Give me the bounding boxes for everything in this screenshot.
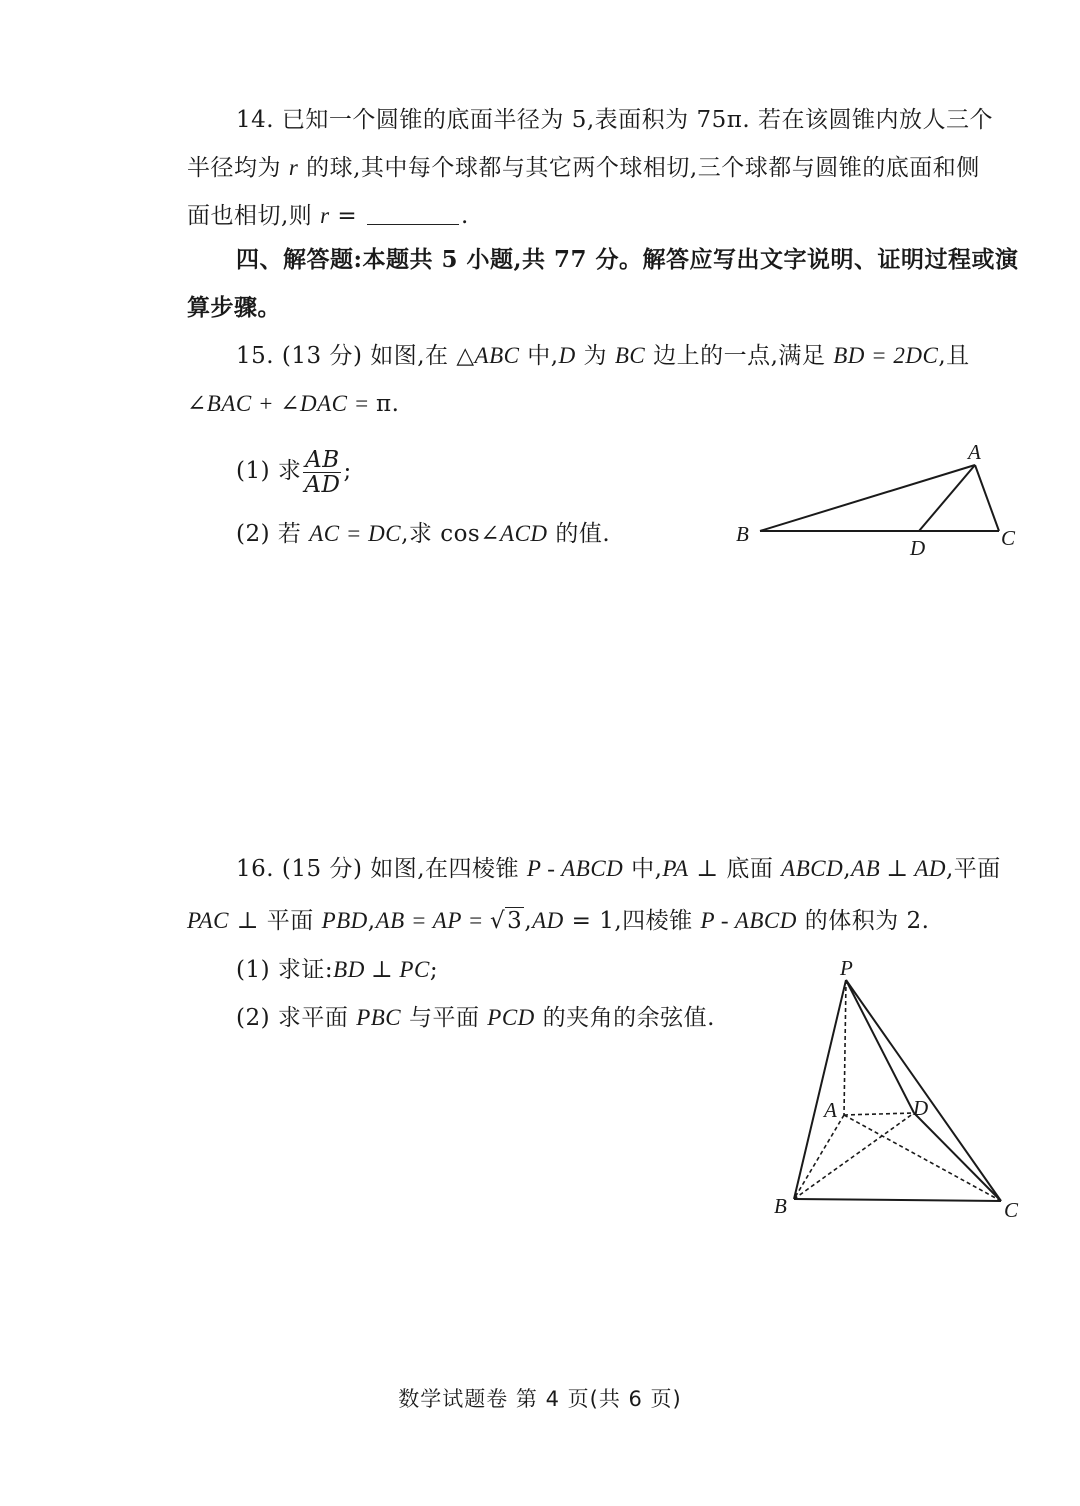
q16-math: PA xyxy=(662,856,689,881)
segment-ad xyxy=(919,465,975,531)
label-a: A xyxy=(824,1098,837,1122)
q16-line1 xyxy=(236,855,1066,883)
q16-math: PCD xyxy=(487,1005,535,1030)
q16-math: AD xyxy=(532,908,564,933)
q15-line2 xyxy=(187,390,1017,418)
q15-math: D xyxy=(558,343,576,368)
q15-triangle-figure xyxy=(720,435,1030,565)
edge-dc xyxy=(914,1113,1001,1201)
diagonal-ac xyxy=(844,1115,1001,1201)
q16-text: (2) 求平面 xyxy=(236,1005,357,1031)
q16-math: BD ⊥ PC xyxy=(333,957,430,982)
q16-text: ⊥ 平面 xyxy=(228,908,322,934)
q15-part1-prefix: (1) 求 xyxy=(236,458,302,484)
label-c: C xyxy=(1004,1198,1019,1222)
q16-math: AB = AP = xyxy=(375,908,491,933)
edge-ab xyxy=(794,1115,844,1199)
answer-blank[interactable] xyxy=(367,202,459,225)
q14-text: = xyxy=(329,203,365,229)
edge-pd xyxy=(846,980,914,1113)
q14-text: 半径均为 xyxy=(187,155,289,181)
q15-text: 为 xyxy=(575,343,615,369)
edge-pb xyxy=(794,980,846,1199)
q14-line2 xyxy=(187,154,1017,182)
label-c: C xyxy=(1001,526,1016,550)
q14-line3 xyxy=(187,202,1017,230)
q15-pi: π. xyxy=(376,391,400,417)
sqrt-3: √3 xyxy=(490,908,523,934)
q16-text: , xyxy=(524,908,533,934)
q15-math: ∠BAC + ∠DAC = xyxy=(187,391,377,416)
fraction-numerator: AB xyxy=(305,446,340,473)
q16-math: ABCD xyxy=(781,856,844,881)
q15-text: 边上的一点,满足 xyxy=(645,343,834,369)
q16-text: (1) 求证: xyxy=(236,957,334,983)
q15-text: 15. (13 分) 如图,在 △ xyxy=(236,343,475,369)
q16-math: PAC xyxy=(187,908,229,933)
q16-line2 xyxy=(187,907,1017,935)
q16-text: ; xyxy=(429,957,439,983)
q16-text: = 1,四棱锥 xyxy=(563,908,701,934)
q16-text: 16. (15 分) 如图,在四棱锥 xyxy=(236,856,527,882)
q15-part1-suffix: ; xyxy=(343,458,352,484)
page-footer: 数学试题卷 第 4 页(共 6 页) xyxy=(398,1387,682,1411)
edge-ad xyxy=(844,1113,914,1115)
fraction-ab-ad xyxy=(303,448,341,497)
label-d: D xyxy=(910,536,926,560)
q16-math: P - ABCD xyxy=(526,856,624,881)
q16-text: , xyxy=(843,856,852,882)
q15-text: ,求 cos∠ xyxy=(401,521,501,547)
q15-text: 中, xyxy=(519,343,559,369)
q15-line1 xyxy=(236,342,1066,370)
q16-math: AB ⊥ AD xyxy=(851,856,946,881)
edge-pc xyxy=(846,980,1001,1201)
q15-math: AC = DC xyxy=(309,521,402,546)
q15-math: BC xyxy=(614,343,646,368)
q16-text: 中, xyxy=(623,856,663,882)
section4-heading-line1: 四、解答题:本题共 5 小题,共 77 分。解答应写出文字说明、证明过程或演 xyxy=(236,246,1019,273)
q16-pyramid-figure xyxy=(760,955,1030,1225)
fraction-denominator: AD xyxy=(304,471,341,498)
q14-text: 的球,其中每个球都与其它两个球相切,三个球都与圆锥的底面和侧 xyxy=(298,155,980,181)
q15-text: 的值. xyxy=(547,521,611,547)
edge-pa xyxy=(844,980,846,1115)
q14-var-r: r xyxy=(320,203,330,228)
q16-text: 的体积为 2. xyxy=(796,908,930,934)
q14-text: 面也相切,则 xyxy=(187,203,321,229)
label-d: D xyxy=(913,1096,929,1120)
section4-heading-line2: 算步骤。 xyxy=(187,294,281,321)
label-b: B xyxy=(774,1194,787,1218)
segment-ba xyxy=(760,465,975,531)
q14-line1: 14. 已知一个圆锥的底面半径为 5,表面积为 75π. 若在该圆锥内放人三个 xyxy=(236,107,993,133)
q15-text: ,且 xyxy=(938,343,970,369)
q16-text: 的夹角的余弦值. xyxy=(534,1005,715,1031)
q16-text: 与平面 xyxy=(401,1005,488,1031)
q16-text: ⊥ 底面 xyxy=(688,856,782,882)
label-a: A xyxy=(968,440,981,464)
edge-bc xyxy=(794,1199,1001,1201)
sqrt-radicand: 3 xyxy=(507,908,523,934)
q16-math: PBC xyxy=(356,1005,402,1030)
segment-ac xyxy=(975,465,999,531)
q15-math: ABC xyxy=(474,343,520,368)
q14-var-r: r xyxy=(288,155,299,180)
q15-math: ACD xyxy=(500,521,548,546)
q14-text: . xyxy=(460,203,469,229)
q16-text: ,平面 xyxy=(946,856,1001,882)
q16-math: P - ABCD xyxy=(700,908,797,933)
q16-text: , xyxy=(367,908,376,934)
q15-text: (2) 若 xyxy=(236,521,310,547)
label-b: B xyxy=(736,522,749,546)
q15-math: BD = 2DC xyxy=(833,343,939,368)
q16-math: PBD xyxy=(321,908,368,933)
label-p: P xyxy=(840,956,853,980)
